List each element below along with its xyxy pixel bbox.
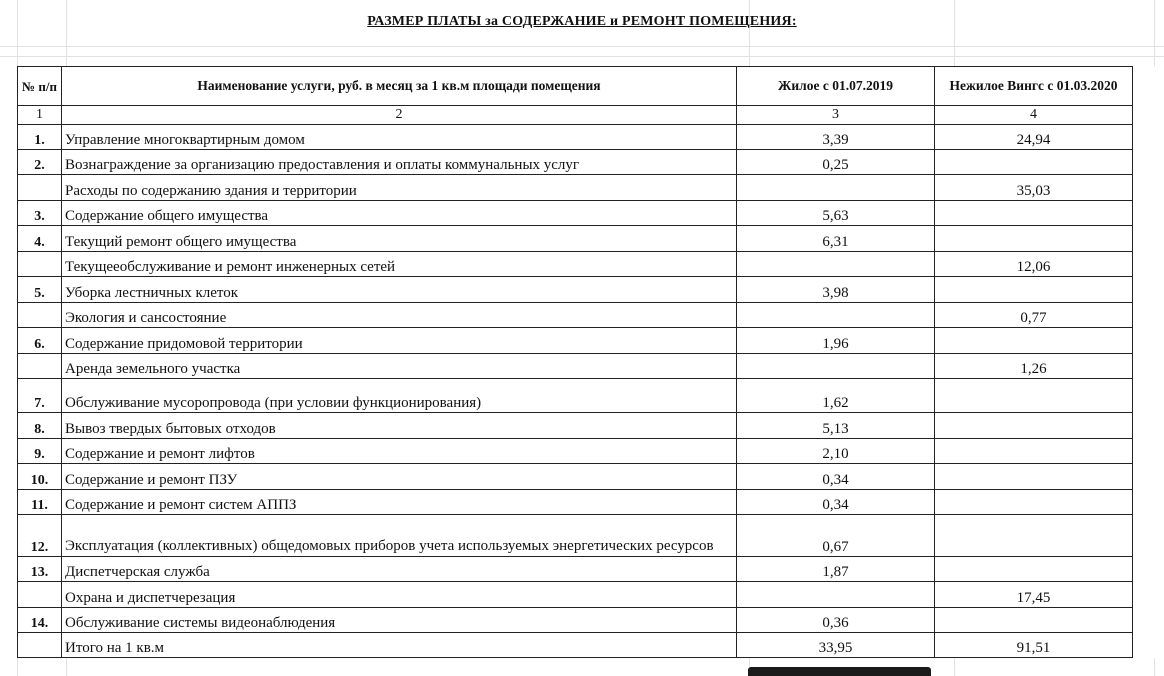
row-num: 5.	[18, 277, 62, 303]
table-row	[18, 413, 1164, 439]
row-nonresidential-value	[935, 608, 1133, 633]
row-num: 6.	[18, 328, 62, 354]
row-service-name: Обслуживание мусоропровода (при условии функционирования)	[62, 379, 737, 413]
row-nonresidential-value	[935, 557, 1133, 582]
extra-column	[1133, 277, 1164, 303]
gridline	[0, 46, 1164, 47]
row-residential-value: 3,98	[737, 277, 935, 303]
row-num: 1.	[18, 125, 62, 150]
table-row	[18, 175, 1164, 201]
row-nonresidential-value	[935, 150, 1133, 175]
extra-column	[1133, 582, 1164, 608]
row-residential-value	[737, 175, 935, 201]
row-nonresidential-value: 17,45	[935, 582, 1133, 608]
row-service-name: Расходы по содержанию здания и территории	[62, 175, 737, 201]
extra-column	[1133, 557, 1164, 582]
row-num	[18, 633, 62, 658]
extra-column	[1133, 175, 1164, 201]
row-service-name: Управление многоквартирным домом	[62, 125, 737, 150]
row-num	[18, 354, 62, 379]
row-nonresidential-value	[935, 490, 1133, 515]
row-service-name: Экология и сансостояние	[62, 303, 737, 328]
row-num: 11.	[18, 490, 62, 515]
row-num	[18, 175, 62, 201]
table-row	[18, 125, 1164, 150]
table-row	[18, 582, 1164, 608]
row-nonresidential-value	[935, 277, 1133, 303]
row-num: 3.	[18, 201, 62, 226]
table-row	[18, 252, 1164, 277]
table-row	[18, 328, 1164, 354]
table-row	[18, 303, 1164, 328]
total-nonresidential: 91,51	[935, 633, 1133, 658]
table-row	[18, 150, 1164, 175]
row-service-name: Текущееобслуживание и ремонт инженерных сетей	[62, 252, 737, 277]
table-row	[18, 439, 1164, 464]
row-service-name: Содержание и ремонт лифтов	[62, 439, 737, 464]
extra-column	[1133, 439, 1164, 464]
row-service-name: Вознаграждение за организацию предоставления и оплаты коммунальных услуг	[62, 150, 737, 175]
column-number: 2	[62, 106, 737, 125]
table-row	[18, 464, 1164, 490]
row-service-name: Обслуживание системы видеонаблюдения	[62, 608, 737, 633]
column-number-row	[18, 106, 1164, 125]
header-row	[18, 67, 1164, 106]
row-num: 10.	[18, 464, 62, 490]
row-service-name: Диспетчерская служба	[62, 557, 737, 582]
table-row	[18, 490, 1164, 515]
row-service-name: Аренда земельного участка	[62, 354, 737, 379]
row-nonresidential-value: 0,77	[935, 303, 1133, 328]
row-nonresidential-value	[935, 413, 1133, 439]
row-num	[18, 582, 62, 608]
row-residential-value: 1,62	[737, 379, 935, 413]
extra-column	[1133, 608, 1164, 633]
row-num: 13.	[18, 557, 62, 582]
table-row	[18, 201, 1164, 226]
header-num: № п/п	[18, 67, 62, 106]
gridline	[0, 56, 1164, 57]
extra-column	[1133, 303, 1164, 328]
extra-column	[1133, 201, 1164, 226]
row-nonresidential-value: 24,94	[935, 125, 1133, 150]
extra-column	[1133, 67, 1164, 106]
header-residential: Жилое с 01.07.2019	[737, 67, 935, 106]
row-service-name: Содержание и ремонт систем АППЗ	[62, 490, 737, 515]
total-label: Итого на 1 кв.м	[62, 633, 737, 658]
row-service-name: Уборка лестничных клеток	[62, 277, 737, 303]
extra-column	[1133, 106, 1164, 125]
row-residential-value: 0,34	[737, 464, 935, 490]
row-num	[18, 303, 62, 328]
column-number: 3	[737, 106, 935, 125]
row-residential-value: 0,34	[737, 490, 935, 515]
row-residential-value	[737, 252, 935, 277]
extra-column	[1133, 150, 1164, 175]
table-row	[18, 379, 1164, 413]
row-nonresidential-value: 12,06	[935, 252, 1133, 277]
column-number: 1	[18, 106, 62, 125]
row-num: 14.	[18, 608, 62, 633]
row-residential-value	[737, 354, 935, 379]
extra-column	[1133, 226, 1164, 252]
total-residential: 33,95	[737, 633, 935, 658]
row-residential-value	[737, 303, 935, 328]
row-nonresidential-value: 35,03	[935, 175, 1133, 201]
extra-column	[1133, 379, 1164, 413]
table-row	[18, 354, 1164, 379]
row-residential-value: 6,31	[737, 226, 935, 252]
row-service-name: Текущий ремонт общего имущества	[62, 226, 737, 252]
extra-column	[1133, 464, 1164, 490]
extra-column	[1133, 515, 1164, 557]
row-nonresidential-value: 1,26	[935, 354, 1133, 379]
row-residential-value: 5,63	[737, 201, 935, 226]
extra-column	[1133, 252, 1164, 277]
row-nonresidential-value	[935, 515, 1133, 557]
table-row	[18, 277, 1164, 303]
extra-column	[1133, 413, 1164, 439]
row-residential-value	[737, 582, 935, 608]
scroll-indicator[interactable]	[748, 667, 931, 676]
row-residential-value: 0,67	[737, 515, 935, 557]
row-service-name: Содержание общего имущества	[62, 201, 737, 226]
row-service-name: Эксплуатация (коллективных) общедомовых приборов учета используемых энергетических ресурсов	[62, 515, 737, 557]
row-num: 12.	[18, 515, 62, 557]
extra-column	[1133, 328, 1164, 354]
table-row	[18, 226, 1164, 252]
table-row	[18, 515, 1164, 557]
row-num	[18, 252, 62, 277]
row-service-name: Вывоз твердых бытовых отходов	[62, 413, 737, 439]
row-residential-value: 1,87	[737, 557, 935, 582]
row-nonresidential-value	[935, 201, 1133, 226]
extra-column	[1133, 490, 1164, 515]
row-service-name: Содержание и ремонт ПЗУ	[62, 464, 737, 490]
row-nonresidential-value	[935, 226, 1133, 252]
extra-column	[1133, 633, 1164, 658]
header-nonresidential: Нежилое Вингс с 01.03.2020	[935, 67, 1133, 106]
row-residential-value: 0,25	[737, 150, 935, 175]
row-num: 7.	[18, 379, 62, 413]
tariff-table	[17, 66, 1164, 658]
row-num: 2.	[18, 150, 62, 175]
table-row	[18, 608, 1164, 633]
row-nonresidential-value	[935, 328, 1133, 354]
row-residential-value: 0,36	[737, 608, 935, 633]
row-num: 4.	[18, 226, 62, 252]
row-residential-value: 3,39	[737, 125, 935, 150]
table-row	[18, 557, 1164, 582]
row-num: 9.	[18, 439, 62, 464]
row-service-name: Содержание придомовой территории	[62, 328, 737, 354]
document-title: РАЗМЕР ПЛАТЫ за СОДЕРЖАНИЕ и РЕМОНТ ПОМЕЩЕНИЯ:	[367, 14, 797, 29]
row-nonresidential-value	[935, 439, 1133, 464]
row-service-name: Охрана и диспетчерезация	[62, 582, 737, 608]
extra-column	[1133, 354, 1164, 379]
total-row	[18, 633, 1164, 658]
header-name: Наименование услуги, руб. в месяц за 1 кв.м площади помещения	[62, 67, 737, 106]
row-nonresidential-value	[935, 464, 1133, 490]
row-residential-value: 1,96	[737, 328, 935, 354]
row-nonresidential-value	[935, 379, 1133, 413]
row-residential-value: 5,13	[737, 413, 935, 439]
extra-column	[1133, 125, 1164, 150]
column-number: 4	[935, 106, 1133, 125]
row-num: 8.	[18, 413, 62, 439]
row-residential-value: 2,10	[737, 439, 935, 464]
